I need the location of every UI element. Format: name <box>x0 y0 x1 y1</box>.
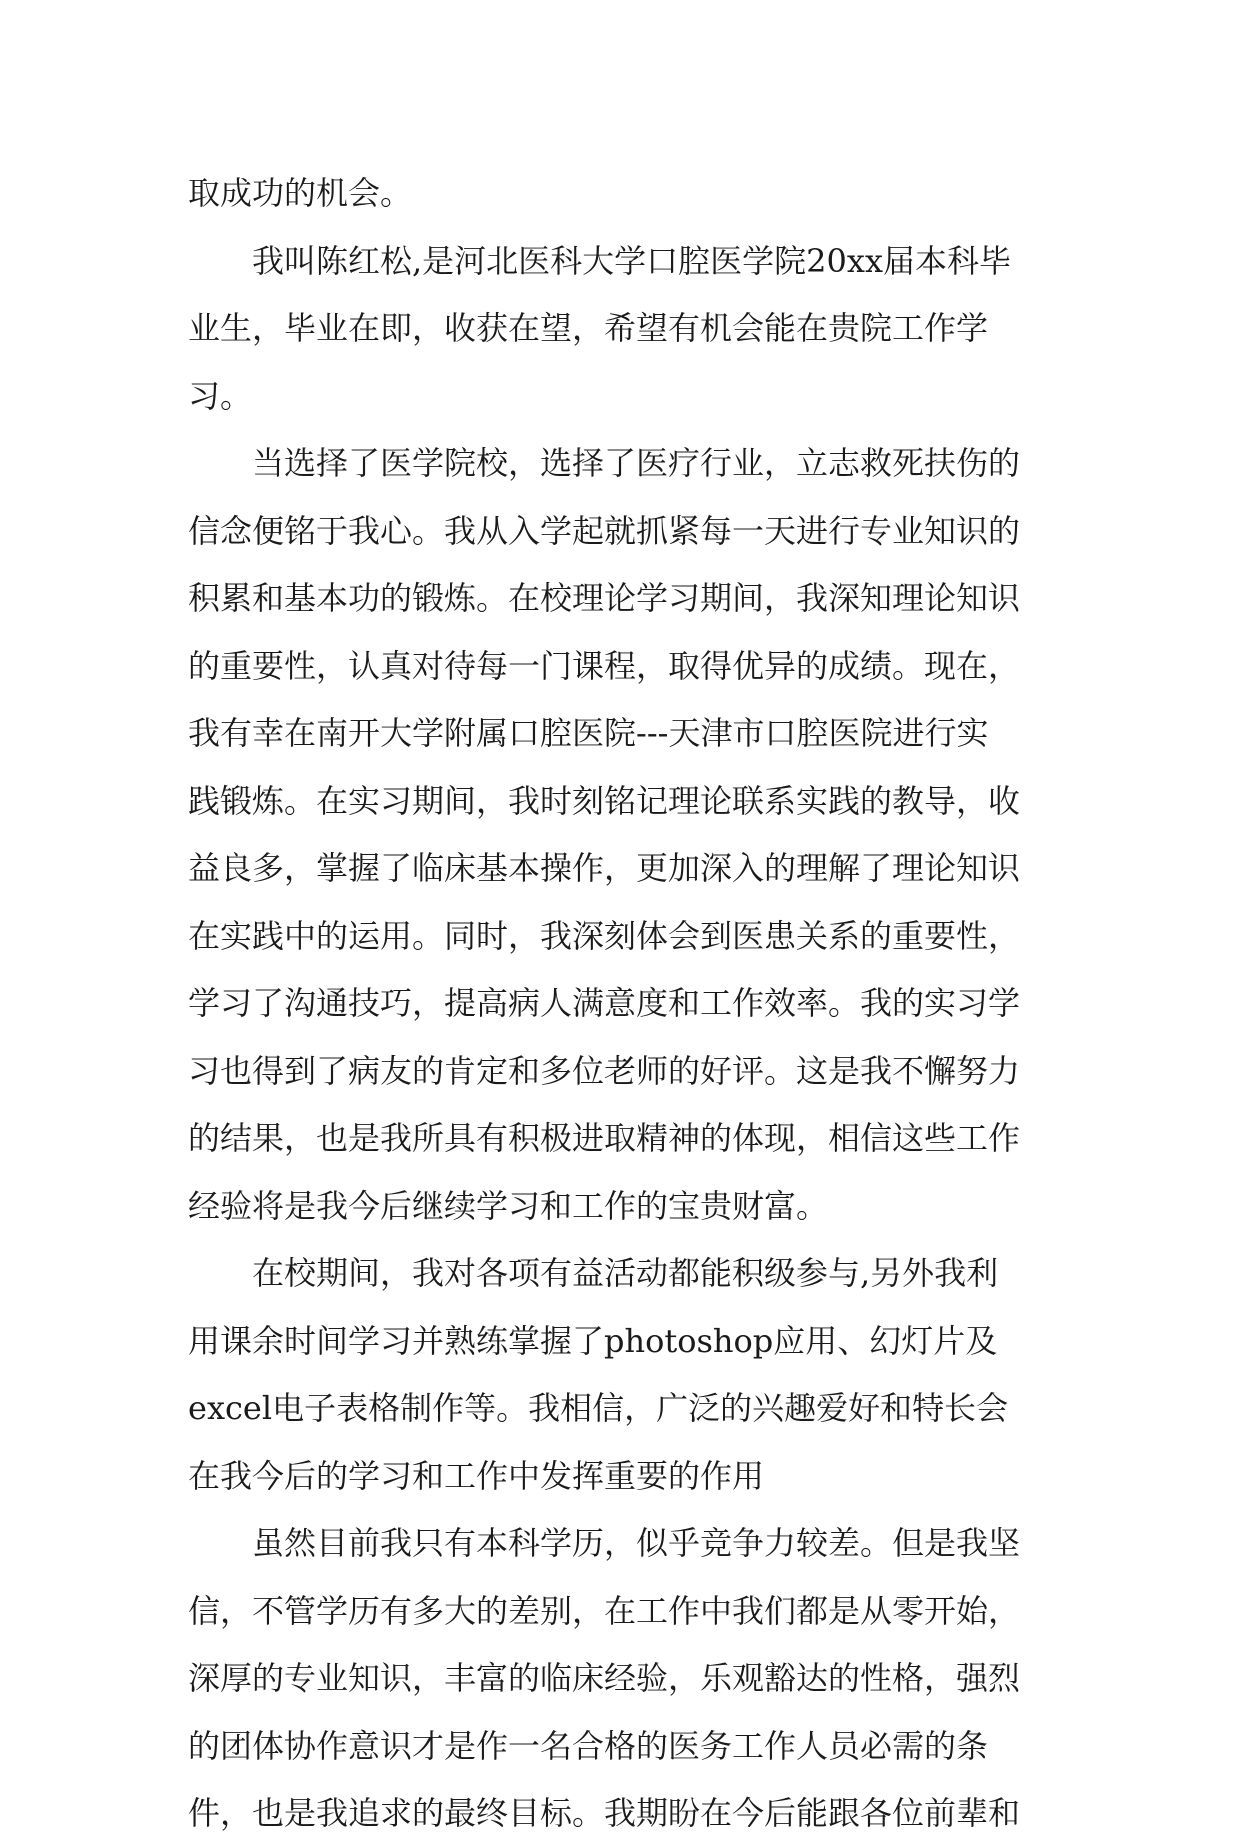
letter-body <box>188 160 1048 1848</box>
paragraph-activities-and-skills: 在校期间，我对各项有益活动都能积级参与,另外我利 用课余时间学习并熟练掌握了photoshop应用、幻灯片及 excel电子表格制作等。我相信，广泛的兴趣爱好和特长会 在我今后的学习和工作中发挥重要的作用 <box>188 1254 1009 1495</box>
paragraph-introduction: 我叫陈红松,是河北医科大学口腔医学院20xx届本科毕 业生，毕业在即，收获在望，希望有机会能在贵院工作学习。 <box>188 241 1011 415</box>
paragraph-continuation: 取成功的机会。 <box>188 174 413 212</box>
paragraph-study-and-internship: 当选择了医学院校，选择了医疗行业，立志救死扶伤的 信念便铭于我心。我从入学起就抓紧每一天进行专业知识的 积累和基本功的锻炼。在校理论学习期间，我深知理论知识 的重要性，认真对待每一门课程，取得优异的成绩。现在， 我有幸在南开大学附属口腔医院---天津市口腔医院进行实 践锻炼。在实习期间，我时刻铭记理论联系实践的教导，收 益良多，掌握了临床基本操作，更加深入的理解了理论知识 在实践中的运用。同时，我深刻体会到医患关系的重要性， 学习了沟通技巧，提高病人满意度和工作效率。我的实习学 习也得到了病友的肯定和多位老师的好评。这是我不懈努力 的结果，也是我所具有积极进取精神的体现，相信这些工作 经验将是我今后继续学习和工作的宝贵财富。 <box>188 444 1021 1225</box>
paragraph-conviction: 虽然目前我只有本科学历，似乎竞争力较差。但是我坚 信，不管学历有多大的差别，在工作中我们都是从零开始， 深厚的专业知识，丰富的临床经验，乐观豁达的性格，强烈 的团体协作意识才是作一名合格的医务工作人员必需的条 件，也是我追求的最终目标。我期盼在今后能跟各位前辈和 <box>188 1524 1021 1832</box>
